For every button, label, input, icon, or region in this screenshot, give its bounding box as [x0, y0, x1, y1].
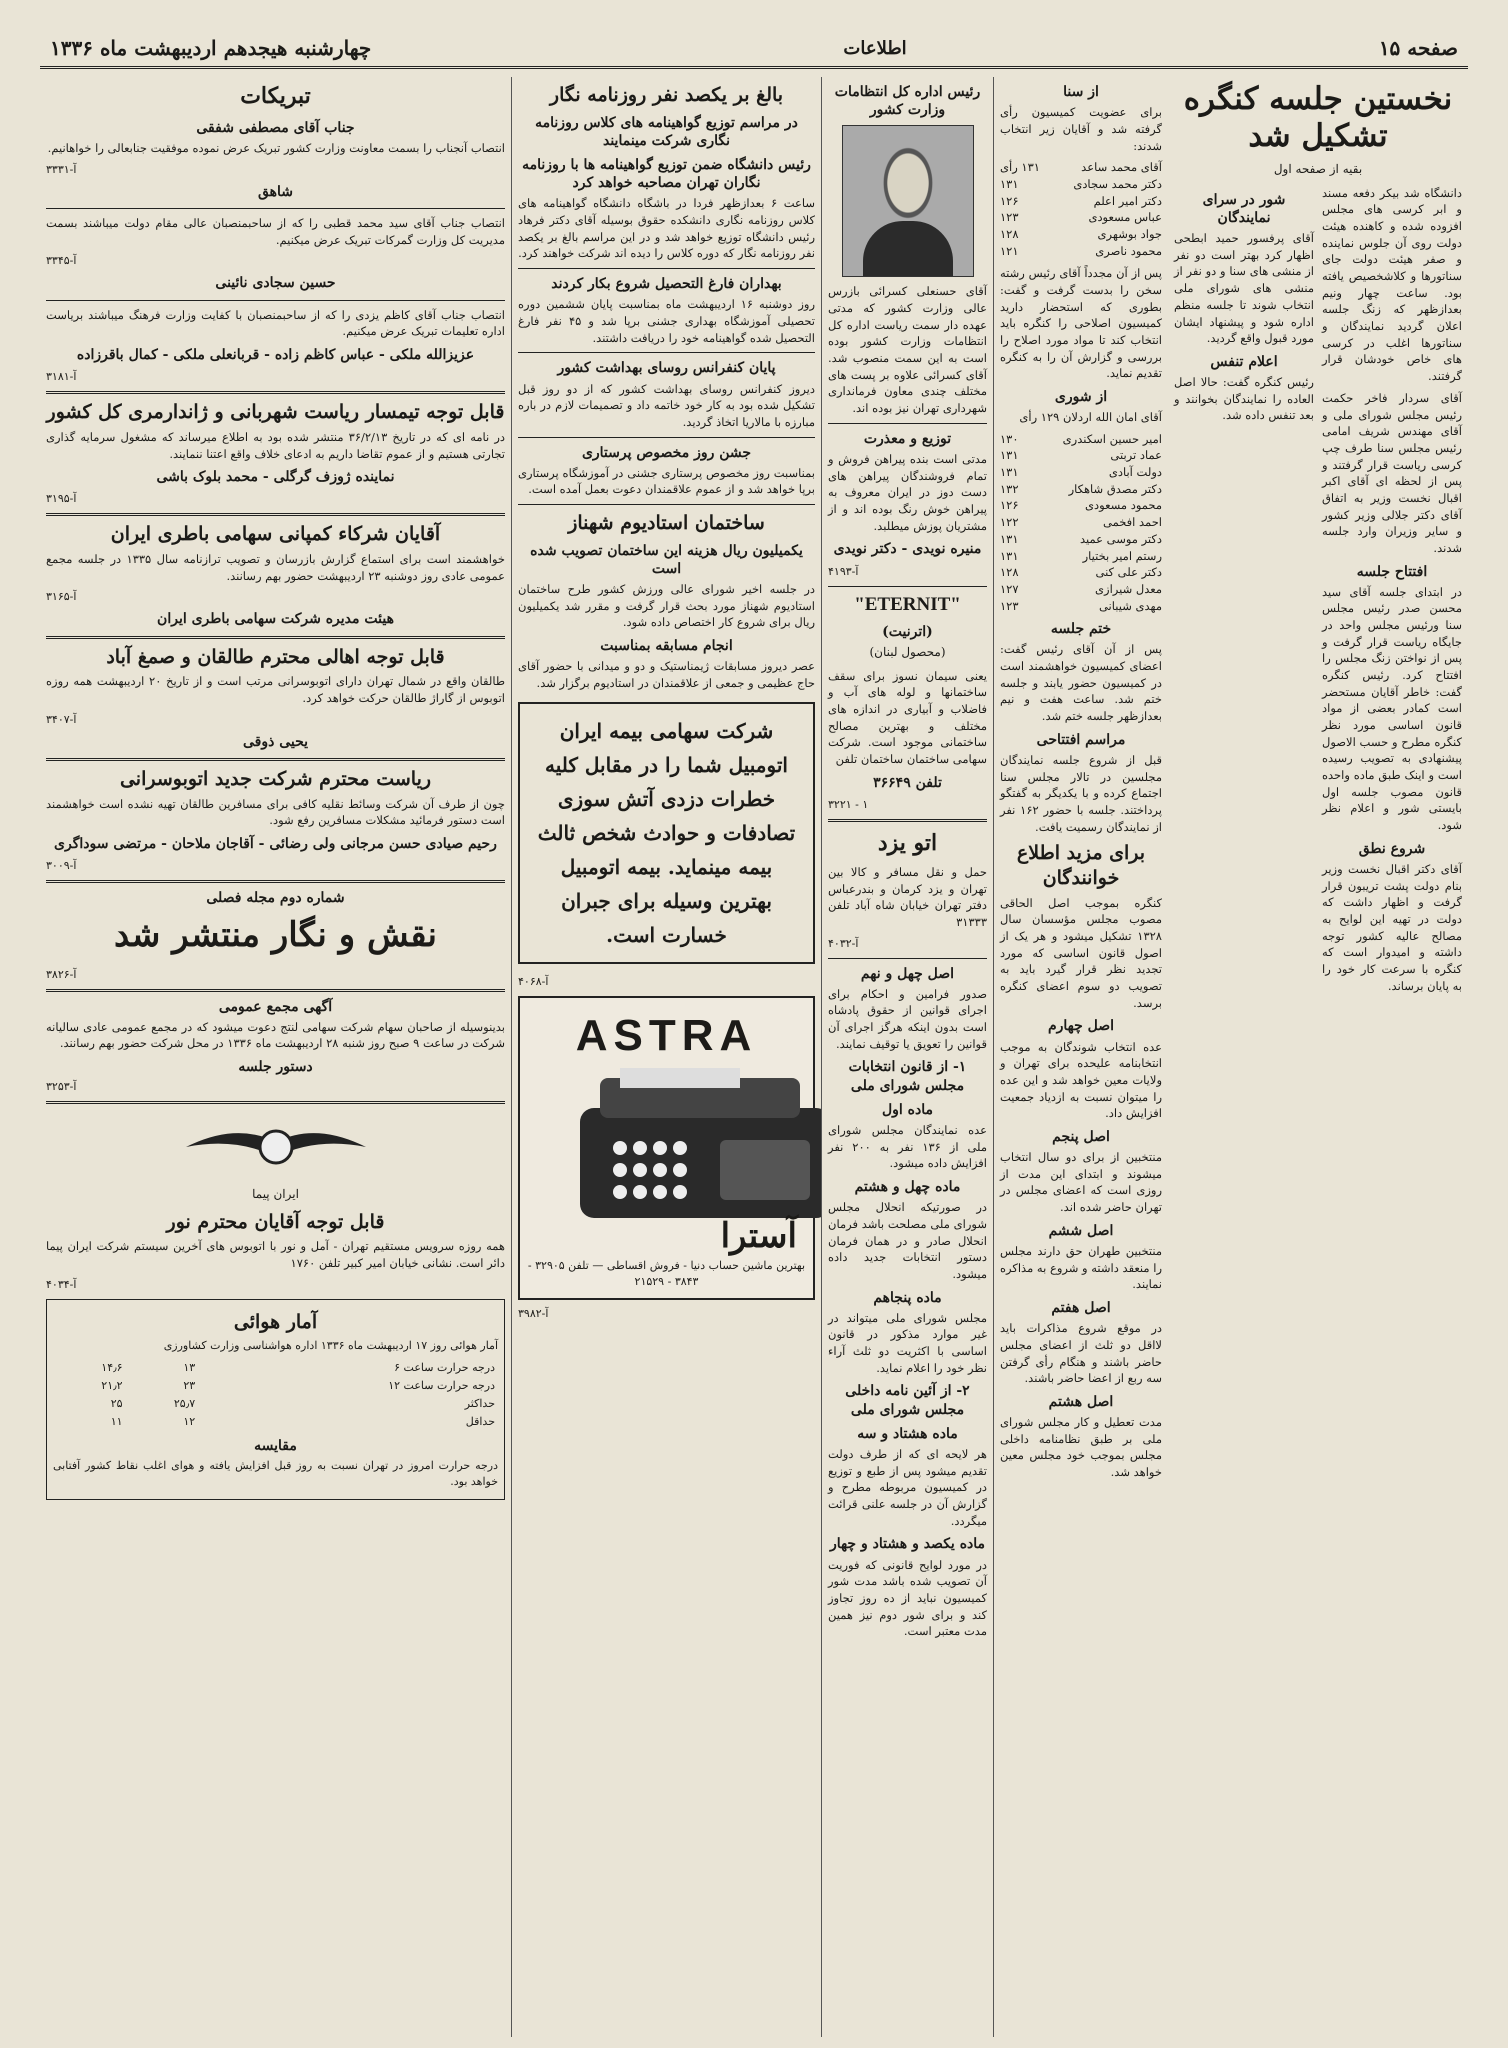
law-heading: ماده یکصد و هشتاد و چهار — [829, 1536, 986, 1553]
shura-vote-list — [1000, 431, 1162, 614]
news-headline: جشن روز مخصوص پرستاری — [581, 444, 752, 461]
subheading: اصل ششم — [1048, 1222, 1114, 1239]
magazine-title: نقش و نگار منتشر شد — [114, 915, 437, 956]
notice-text: چون از طرف آن شرکت وسائط نقلیه کافی برای مسافرین طالقان تهیه نشده است خواهشمند است دستور فرمائید مشکلات مسافرین رفع شود. — [46, 796, 505, 828]
column-main-article — [1168, 77, 1468, 2037]
subheading: اصل چهارم — [1047, 1018, 1115, 1035]
article-paragraph: بمناسبت روز مخصوص پرستاری جشنی در آموزشگاه پرستاری برپا خواهد شد و از عموم علاقمندان دعوت بعمل آمده است. — [518, 465, 815, 497]
astra-ad — [518, 996, 815, 1300]
weather-intro: آمار هوائی روز ۱۷ اردیبهشت ماه ۱۳۳۶ اداره هواشناسی وزارت کشاورزی — [163, 1339, 498, 1353]
notice-heading: آگهی مجمع عمومی — [218, 998, 333, 1015]
signature: یحیی ذوقی — [242, 733, 309, 750]
law-subheading: ماده اول — [881, 1101, 934, 1118]
article-paragraph: دیروز کنفرانس روسای بهداشت کشور که از دو روز قبل تشکیل شده بود به کار خود خاتمه داد و تصمیمات لازم در باره مبارزه با مالاریا اتخاذ گردید. — [518, 381, 815, 429]
ad-reference: آ-۳۳۴۵ — [46, 254, 77, 268]
auto-yazd-title: اتو یزد — [877, 830, 938, 857]
vote-row: احمد افخمی ۱۲۲ — [1000, 515, 1162, 530]
law-heading: ماده پنجاهم — [873, 1289, 942, 1306]
notice-text: خواهشمند است برای استماع گزارش بازرسان و تصویب ترازنامه سال ۱۳۳۵ در جلسه مجمع عمومی عادی روز دوشنبه ۲۳ اردیبهشت حضور بهم رسانند. — [46, 552, 505, 583]
ad-reference: آ-۳۳۳۱ — [46, 162, 77, 176]
article-paragraph: عصر دیروز مسابقات ژیمناستیک و دو و میدانی با حضور آقای حاج عظیمی و جمعی از علاقمندان در استادیوم برگزار شد. — [518, 659, 815, 690]
notice-text: انتصاب آنجناب را بسمت معاونت وزارت کشور تبریک عرض نموده موفقیت جنابعالی را خواهانیم. — [47, 141, 505, 156]
vote-row: دکتر محمد سجادی ۱۳۱ — [1000, 176, 1162, 191]
law-heading: ۲- از آئین نامه داخلی مجلس شورای ملی — [845, 1383, 970, 1418]
weather-row: درجه حرارت ساعت ۶ ۱۳ ۱۴٫۶ — [101, 1361, 495, 1375]
ad-reference: آ-۳۹۸۲ — [518, 1306, 549, 1320]
vote-row: محمود مسعودی ۱۲۶ — [1000, 498, 1162, 513]
ad-reference: آ-۴۱۹۳ — [828, 564, 859, 578]
portrait-photo — [842, 125, 974, 277]
iran-peyma-logo — [176, 1112, 376, 1182]
vote-row: دکتر علی کنی ۱۲۸ — [1000, 565, 1162, 580]
subheading: ختم جلسه — [1050, 621, 1112, 638]
news-headline: انجام مسابقه بمناسبت — [600, 638, 733, 655]
law-heading: اصل چهل و نهم — [860, 965, 955, 982]
ad-reference: آ-۳۱۸۱ — [46, 370, 77, 384]
article-paragraph: در موقع شروع مذاکرات باید لااقل دو ثلث از اعضای مجلس حاضر باشند و هنگام رأی گرفتن سه ربع از اعضا حاضر باشند. — [1000, 1321, 1162, 1386]
vote-row: عماد تربتی ۱۳۱ — [1000, 448, 1162, 463]
ad-text: حمل و نقل مسافر و کالا بین تهران و یزد کرمان و بندرعباس دفتر تهران خیابان شاه آباد تلفن ۳۱۳۳۳ — [828, 864, 987, 929]
law-heading: ۱- از قانون انتخابات مجلس شورای ملی — [848, 1059, 967, 1094]
congrats-title: تبریکات — [240, 83, 311, 109]
senate-vote-list — [1000, 159, 1162, 259]
article-paragraph: مدتی است بنده پیراهن فروش و تمام فروشندگان پیراهن های دست دوز در ایران معروف به پیراهن خوش رنگ بوده اند و از مشتریان پوزش میطلبد. — [828, 451, 987, 533]
ad-reference: ۳۲۲۱ - ۱ — [828, 798, 869, 812]
law-subheading: ماده هشتاد و سه — [857, 1425, 958, 1442]
news-headline: بالغ بر یکصد نفر روزنامه نگار — [549, 84, 784, 106]
law-text: در مورد لوایح قانونی که فوریت آن تصویب شده باشد مدت شور کمیسیون نباید از ده روز تجاوز کند و برای شور دوم نیز همین مدت معتبر است. — [828, 1557, 987, 1639]
subheading: اصل هشتم — [1048, 1393, 1114, 1410]
ad-reference: آ-۴۰۶۸ — [518, 974, 549, 988]
vote-row: محمود ناصری ۱۲۱ — [1000, 243, 1162, 258]
subheading: اصل پنجم — [1052, 1128, 1110, 1145]
vote-row: مهدی شیبانی ۱۲۳ — [1000, 598, 1162, 613]
vote-row: جواد بوشهری ۱۲۸ — [1000, 226, 1162, 241]
magazine-line: شماره دوم مجله فصلی — [206, 890, 345, 907]
article-paragraph: روز دوشنبه ۱۶ اردیبهشت ماه بمناسبت پایان ششمین دوره تحصیلی آموزشگاه بهداری جشنی برپا شد و ۴۵ نفر فارغ التحصیل شده گواهینامه خود را دریافت داشتند. — [518, 297, 815, 345]
law-text: مجلس شورای ملی میتواند در غیر موارد مذکور در قانون اساسی با اکثریت دو ثلث آراء نظر خود را اعلام نماید. — [828, 1310, 987, 1375]
weather-table — [53, 1359, 498, 1431]
ad-text: یعنی سیمان نسوز برای سقف ساختمانها و لوله های آب و فاضلاب و آبیاری در اندازه های مختلف و بهترین مصالح ساختمانی موجود است. شرکت سهامی ساختمان ساختمان تلفن — [828, 668, 987, 767]
article-paragraph: آقای پرفسور حمید ابطحی اظهار کرد بهتر است دو نفر از منشی های سنا و دو نفر از منشی های شورای ملی انتخاب شوند تا جلسه منظم اداره شود و پیشنهاد ایشان مورد قبول واقع گردید. — [1174, 231, 1314, 346]
law-text: عده نمایندگان مجلس شورای ملی از ۱۳۶ نفر به ۲۰۰ نفر افزایش داده میشود. — [828, 1123, 987, 1171]
notice-text: همه روزه سرویس مستقیم تهران - آمل و نور با اتوبوس های آخرین سیستم شرکت ایران پیما دائر است. نشانی خیابان امیر کبیر تلفن ۱۷۶۰ — [46, 1239, 505, 1271]
signature: عزیزالله ملکی - عباس کاظم زاده - قربانعلی ملکی - کمال باقرزاده — [76, 346, 475, 363]
ad-reference: آ-۴۰۳۴ — [46, 1277, 77, 1291]
vote-row: دکتر امیر اعلم ۱۲۶ — [1000, 193, 1162, 208]
vote-row: دکتر مصدق شاهکار ۱۳۲ — [1000, 481, 1162, 496]
main-headline: نخستین جلسه کنگره تشکیل شد — [1183, 81, 1453, 155]
results-title: از سنا — [1063, 84, 1099, 100]
shura-title: از شوری — [1054, 388, 1108, 405]
subheading: شروع نطق — [1358, 840, 1426, 857]
notice-heading: آقایان شرکاء کمپانی سهامی باطری ایران — [110, 523, 441, 546]
ad-reference: آ-۳۰۰۹ — [46, 859, 77, 873]
news-subheadline: در مراسم توزیع گواهینامه های کلاس روزنامه نگاری شرکت مینمایند — [535, 114, 798, 149]
news-headline: رئیس اداره کل انتظامات وزارت کشور — [834, 84, 981, 119]
ad-reference: آ-۳۴۰۷ — [46, 712, 77, 726]
article-paragraph: قبل از شروع جلسه نمایندگان مجلسین در تالار مجلس سنا اجتماع کرده و با یکدیگر به گفتگو پرداختند. جلسه با حضور ۱۶۲ نفر از نمایندگان رسمیت یافت. — [1000, 752, 1162, 834]
law-text: صدور فرامین و احکام برای اجرای قوانین از حقوق پادشاه است بدون اینکه هرگز اجرای آن قوانین را تعویق یا توقیف نمایند. — [828, 986, 987, 1051]
vote-row: عباس مسعودی ۱۲۳ — [1000, 210, 1162, 225]
signature: منیره نویدی - دکتر نویدی — [833, 541, 982, 558]
weather-title: آمار هوائی — [233, 1310, 318, 1333]
columns — [40, 77, 1468, 2037]
notice-text: انتصاب جناب آقای کاظم یزدی را که از ساحبمنصبان با کفایت وزارت فرهنگ میباشند بریاست اداره تعلیمات تبریک عرض میکنیم. — [46, 307, 505, 339]
signature: هیئت مدیره شرکت سهامی باطری ایران — [157, 611, 394, 628]
law-text: هر لایحه ای که از طرف دولت تقدیم میشود پس از طبع و توزیع در کمیسیون مربوطه مطرح و گزارش آن در جلسه علنی قرائت میگردد. — [828, 1447, 987, 1528]
subheading: برای مزید اطلاع خوانندگان — [1016, 842, 1146, 889]
notice-heading: ریاست محترم شرکت جدید اتوبوسرانی — [119, 767, 432, 790]
masthead — [40, 30, 1468, 69]
eternit-brand-fa: (اترنیت) — [882, 624, 933, 641]
vote-row: معدل شیرازی ۱۲۷ — [1000, 581, 1162, 596]
ad-reference: آ-۳۸۲۶ — [46, 967, 77, 981]
article-paragraph: رئیس کنگره گفت: حالا اصل العاده را نمایندگان بخوانند و بعد تنفس داده شد. — [1174, 375, 1314, 423]
notice-heading: جناب آقای مصطفی شفقی — [196, 119, 355, 136]
article-paragraph: آقای دکتر اقبال نخست وزیر بنام دولت پشت تریبون قرار گرفت و اظهار داشت که دولت در تهیه این لوایح به مصالح عالیه کشور توجه داشته و امیدوار است که کنگره با سرعت کار خود را به پایان برساند. — [1322, 862, 1462, 993]
news-headline: توزیع و معذرت — [863, 430, 952, 447]
page-label: صفحه ۱۵ — [1378, 36, 1458, 60]
weather-note-heading: مقایسه — [254, 1438, 297, 1455]
notice-heading: قابل توجه اهالی محترم طالقان و صمغ آباد — [106, 645, 445, 668]
weather-note: درجه حرارت امروز در تهران نسبت به روز قبل افزایش یافته و هوای اغلب نقاط کشور آفتابی خواهد بود. — [53, 1459, 498, 1489]
news-headline: بهداران فارغ التحصیل شروع بکار کردند — [551, 276, 782, 293]
notice-text: بدینوسیله از صاحبان سهام شرکت سهامی لنتج دعوت میشود که در مجمع عمومی عادی سالیانه شرکت در ساعت ۹ صبح روز شنبه ۲۸ اردیبهشت ماه ۱۳۳۶ در محل شرکت حضور بهم رسانند. — [46, 1019, 505, 1051]
ad-reference: آ-۳۱۶۵ — [46, 590, 77, 604]
news-subheadline: یکمیلیون ریال هزینه این ساختمان تصویب شده است — [530, 542, 803, 577]
insurance-ad-text: شرکت سهامی بیمه ایران اتومبیل شما را در مقابل کلیه خطرات دزدی آتش سوزی تصادفات و حوادث شخص ثالث بیمه مینماید. بیمه اتومبیل بهترین وسیله برای جبران خسارت است. — [537, 718, 796, 947]
news-subheadline: رئیس دانشگاه ضمن توزیع گواهینامه ها با روزنامه نگاران تهران مصاحبه خواهد کرد — [522, 157, 811, 192]
law-heading: ماده چهل و هشتم — [854, 1179, 961, 1196]
vote-row: دولت آبادی ۱۳۱ — [1000, 465, 1162, 480]
iran-peyma-name: ایران پیما — [252, 1187, 299, 1202]
vote-row: آقای محمد ساعد ۱۳۱ رأی — [1000, 160, 1162, 175]
insurance-ad — [518, 702, 815, 964]
vote-row: امیر حسین اسکندری ۱۳۰ — [1000, 431, 1162, 446]
article-paragraph: کنگره بموجب اصل الحاقی مصوب مجلس مؤسسان سال ۱۳۲۸ تشکیل میشود و هر یک از اصول قانون اساسی که مورد تجدید نظر قرار گیرد باید به تصویب دو سوم اعضای کنگره برسد. — [1000, 895, 1162, 1010]
article-paragraph: منتخبین طهران حق دارند مجلس را منعقد داشته و شروع به مذاکره نمایند. — [1000, 1243, 1162, 1292]
astra-brand-fa: آسترا — [720, 1216, 797, 1257]
shura-intro: آقای امان الله اردلان ۱۲۹ رأی — [1019, 410, 1162, 425]
notice-text: در نامه ای که در تاریخ ۳۶/۲/۱۳ منتشر شده بود به اطلاع میرساند که مشغول سرمایه گذاری تجارتی هستیم و از عموم تقاضا داریم به ادعای خلاف واقع اعتنا ننمایند. — [46, 429, 506, 461]
subheading: اعلام تنفس — [1210, 353, 1278, 370]
subheading: اصل هفتم — [1051, 1299, 1111, 1316]
vote-row: رستم امیر بختیار ۱۳۱ — [1000, 548, 1162, 563]
column-notices — [40, 77, 511, 2037]
ad-reference: آ-۳۱۹۵ — [46, 492, 77, 506]
signature: رحیم صیادی حسن مرجانی ولی رضائی - آقاجان ملاحان - مرتضی سوداگری — [54, 835, 497, 852]
signature: نماینده ژوزف گرگلی - محمد بلوک باشی — [156, 469, 395, 486]
ad-phone: تلفن ۳۶۶۴۹ — [873, 774, 942, 791]
column-congress-results — [993, 77, 1168, 2037]
article-paragraph: در ابتدای جلسه آقای سید محسن صدر رئیس مجلس سنا ورئیس مجلس واحد در جایگاه ریاست قرار گرفت و پس از نواختن زنگ مجلس را افتتاح کرد. رئیس کنگره گفت: خاطر آقایان مستحضر است کمادر بعضی از مواد قانون اساسی مورد نظر کنگره مطرح و حسب الاصول پیشنهادی به تصویب رسیده است و اینک طبق ماده واحده قانون مصوب جلسه اول بایستی شور و اعلام نظر شود. — [1322, 584, 1462, 833]
article-paragraph: آقای سردار فاخر حکمت رئیس مجلس شورای ملی و آقای مهندس شریف امامی رئیس مجلس سنا طرف چپ کرسی ریاست قرار گرفتند و پس از لحظه ای آقای اکبر اقبال نخست وزیر به اتفاق آقای دکتر جلالی وزیر کشور و سایر وزیران وارد جلسه شدند. — [1322, 390, 1462, 555]
agenda-heading: دستور جلسه — [238, 1059, 313, 1076]
article-paragraph: پس از آن مجدداً آقای رئیس رشته سخن را بدست گرفت و گفت: بطوری که استحضار دارید کمیسیون اصلاحی را کنگره باید انتخاب کند تا مواد مورد اصلاح را بررسی و گزارش آن را به کنگره تقدیم نماید. — [1000, 266, 1162, 381]
paper-name: اطلاعات — [843, 37, 907, 59]
article-paragraph: دانشگاه شد بیکر دفعه مسند و ابر کرسی های مجلس افزوده شده و کاهنده هیئت دولت روی آن جلوس نماینده و صفر هیئت دولت جای سناتورها و کلاشخصیص یافته بود. ساعت چهار ونیم بعدازظهر که زنگ جلسه اعلان گردید نمایندگان و سناتورها اغلب در کرسی های خاص خودشان قرار گرفتند. — [1322, 185, 1462, 384]
eternit-brand: "ETERNIT" — [854, 593, 961, 615]
law-text: در صورتیکه انحلال مجلس شورای ملی مصلحت باشد فرمان انحلال صادر و در همان فرمان دستور انتخابات جدید داده میشود. — [828, 1200, 987, 1281]
ad-reference: آ-۳۲۵۳ — [46, 1080, 77, 1094]
article-paragraph: عده انتخاب شوندگان به موجب انتخابنامه علیحده برای تهران و ولایات معین خواهد شد و این عده را میتوان نسبت به ازدیاد جمعیت افزایش داد. — [1000, 1039, 1162, 1121]
notice-heading: قابل توجه آقایان محترم نور — [166, 1210, 385, 1233]
astra-tagline: بهترین ماشین حساب دنیا - فروش اقساطی — تلفن ۳۲۹۰۵ - ۳۸۴۳ - ۲۱۵۲۹ — [527, 1258, 806, 1288]
article-paragraph: مدت تعطیل و کار مجلس شورای ملی بر طبق نظامنامه داخلی مجلس بموجب خود مجلس معین خواهد شد. — [1000, 1415, 1162, 1480]
news-headline: پایان کنفرانس روسای بهداشت کشور — [557, 360, 776, 377]
weather-row: حداقل ۱۲ ۱۱ — [110, 1415, 495, 1429]
news-headline: ساختمان استادیوم شهناز — [568, 512, 765, 535]
article-paragraph: پس از آن آقای رئیس گفت: اعضای کمیسیون خواهشمند است در کمیسیون حضور یابند و جلسه ختم شد. ساعت هفت و نیم بعدازظهر جلسه ختم شد. — [1000, 642, 1162, 724]
results-intro: برای عضویت کمیسیون رأی گرفته شد و آقایان زیر انتخاب شدند: — [1000, 105, 1162, 153]
weather-box — [46, 1299, 505, 1500]
notice-text: انتصاب جناب آقای سید محمد قطبی را که از ساحبمنصبان عالی مقام دولت میباشند بسمت مدیریت کل وزارت گمرکات تبریک عرض میکنیم. — [46, 215, 505, 247]
weather-row: درجه حرارت ساعت ۱۲ ۲۳ ۲۱٫۲ — [101, 1379, 495, 1393]
notice-heading: قابل توجه تیمسار ریاست شهربانی و ژاندارمری کل کشور — [46, 401, 505, 424]
vote-row: دکتر موسی عمید ۱۳۱ — [1000, 531, 1162, 546]
column-journalists — [511, 77, 821, 2037]
article-paragraph: در جلسه اخیر شورای عالی ورزش کشور طرح ساختمان استادیوم شهناز مورد بحث قرار گرفت و مقرر شد یکمیلیون ریال برای شروع کار اختصاص داده شود. — [518, 582, 815, 630]
article-paragraph: آقای حسنعلی کسرائی بازرس عالی وزارت کشور که مدتی عهده دار سمت ریاست اداره کل انتظامات وزارت کشور بوده است به این سمت منصوب شد. آقای کسرائی علاوه بر پست های مختلف چندی معاون فرمانداری شهرداری تهران نیز بوده اند. — [828, 284, 987, 416]
subheading: افتتاح جلسه — [1356, 563, 1428, 580]
article-paragraph: ساعت ۶ بعدازظهر فردا در باشگاه دانشگاه گواهینامه های کلاس روزنامه نگاری دانشکده حقوق بوسیله آقای دکتر فرهاد رئیس دانشگاه توزیع خواهد شد و در این مراسم بالغ بر یکصد نفر روزنامه نگار که دوره کلاس را دیده اند شرکت خواهند کرد. — [518, 196, 815, 261]
eternit-origin: (محصول لبنان) — [869, 645, 946, 660]
ad-reference: آ-۴۰۳۲ — [828, 936, 859, 950]
signature: شاهق — [257, 183, 294, 200]
article-paragraph: منتخبین از برای دو سال انتخاب میشوند و ابتدای این مدت از روزی است که اعضای مجلس در تهران حاضر شده اند. — [1000, 1150, 1162, 1215]
date-line: چهارشنبه هیجدهم اردیبهشت ماه ۱۳۳۶ — [50, 36, 372, 60]
astra-brand-en: ASTRA — [575, 1010, 758, 1060]
signature: حسین سجادی نائینی — [215, 275, 336, 292]
notice-text: طالقان واقع در شمال تهران دارای اتوبوسرانی مرتب است و از تاریخ ۲۰ اردیبهشت همه روزه اتوبوس از گاراژ طالقان حرکت خواهد کرد. — [46, 674, 505, 706]
subheading: مراسم افتتاحی — [1036, 731, 1126, 748]
weather-row: حداکثر ۲۵٫۷ ۲۵ — [110, 1397, 495, 1411]
subheading: شور در سرای نمایندگان — [1202, 191, 1286, 226]
column-news-ads — [821, 77, 993, 2037]
continuation-note: بقیه از صفحه اول — [1273, 162, 1363, 177]
